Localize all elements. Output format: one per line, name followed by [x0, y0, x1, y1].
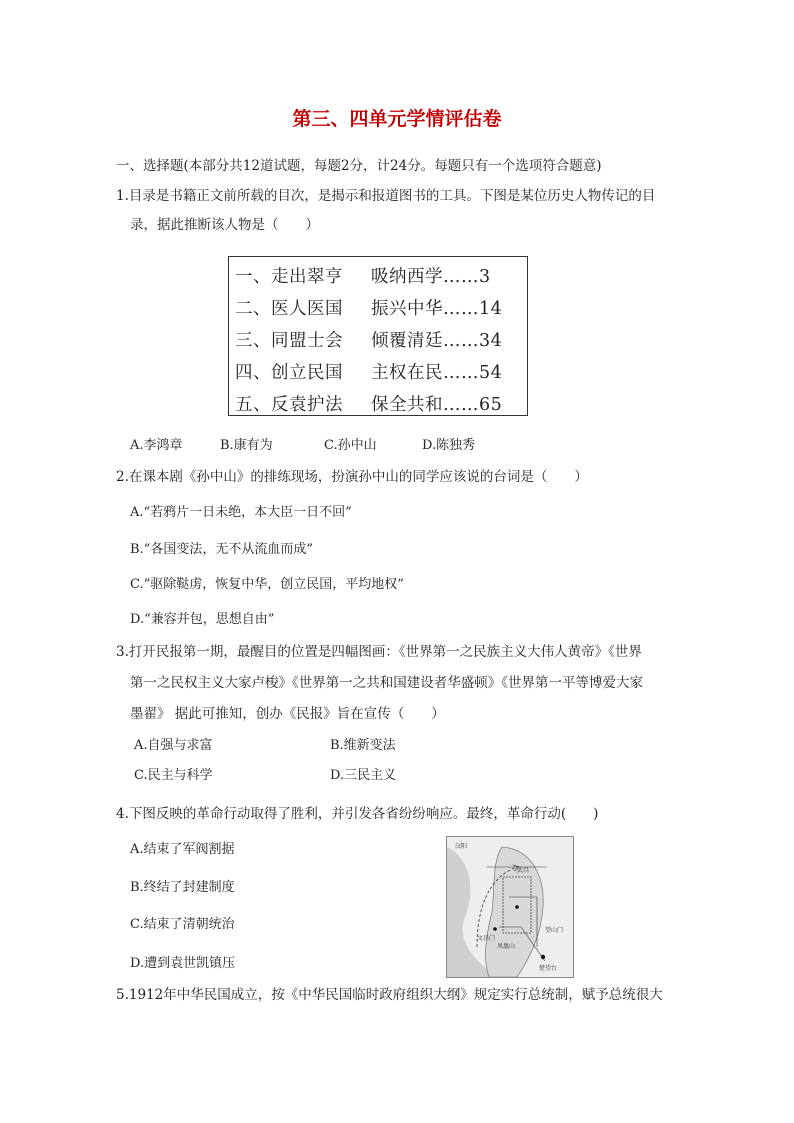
- map-label: 文昌门: [477, 935, 496, 942]
- toc-row: 一、走出翠亨 吸纳西学……3: [235, 267, 491, 287]
- question-4-option-a: A.结束了军阀割据: [130, 842, 235, 857]
- toc-row: 二、医人医国 振兴中华……14: [235, 299, 503, 319]
- map-label: 汉阳: [455, 843, 468, 850]
- question-2-option-c: C.“驱除鞑虏，恢复中华，创立民国，平均地权”: [130, 577, 404, 592]
- question-1-option-a: A.李鸿章: [130, 438, 183, 453]
- question-2-option-d: D.“兼容并包，思想自由”: [130, 612, 275, 627]
- toc-row: 四、创立民国 主权在民……54: [235, 363, 503, 383]
- question-3-line-1: 3.打开民报第一期，最醒目的位置是四幅图画：《世界第一之民族主义大伟人黄帝》《世界: [116, 644, 642, 660]
- question-4-option-c: C.结束了清朝统治: [130, 917, 235, 932]
- toc-row: 三、同盟士会 倾覆清廷……34: [235, 331, 503, 351]
- map-label: 望山门: [545, 927, 564, 934]
- section-intro: 一、选择题(本部分共12道试题，每题2分，计24分。每题只有一个选项符合题意): [116, 158, 602, 174]
- question-1-option-c: C.孙中山: [324, 438, 377, 453]
- question-2-line-1: 2.在课本剧《孙中山》的排练现场，扮演孙中山的同学应该说的台词是（ ）: [116, 469, 588, 485]
- map-label: 武昌: [517, 867, 530, 874]
- question-1-option-d: D.陈独秀: [422, 438, 476, 453]
- question-4-option-b: B.终结了封建制度: [130, 880, 235, 895]
- question-3-option-c: C.民主与科学: [134, 768, 213, 783]
- question-4-line-1: 4.下图反映的革命行动取得了胜利，并引发各省纷纷响应。最终，革命行动( ): [116, 806, 599, 822]
- map-label: 凤凰山: [497, 943, 516, 950]
- question-3-line-2: 第一之民权主义大家卢梭》《世界第一之共和国建设者华盛顿》《世界第一平等博爱大家: [130, 675, 643, 691]
- question-3-option-d: D.三民主义: [330, 768, 397, 783]
- question-1-line-2: 录，据此推断该人物是（ ）: [130, 217, 319, 233]
- page-title: 第三、四单元学情评估卷: [292, 108, 502, 130]
- question-1-line-1: 1.目录是书籍正文前所载的目次，是揭示和报道图书的工具。下图是某位历史人物传记的目: [116, 188, 656, 204]
- map-drawing: [447, 837, 573, 977]
- question-3-line-3: 墨翟》 据此可推知，创办《民报》旨在宣传（ ）: [130, 706, 445, 722]
- toc-table: [228, 256, 528, 416]
- question-5-line-1: 5.1912年中华民国成立，按《中华民国临时政府组织大纲》规定实行总统制，赋予总统很大: [116, 987, 663, 1003]
- question-2-option-b: B.“各国变法，无不从流血而成”: [130, 542, 313, 557]
- map-label: 楚望台: [539, 965, 558, 972]
- question-4-option-d: D.遭到袁世凯镇压: [130, 956, 236, 971]
- question-3-option-a: A.自强与求富: [134, 738, 213, 753]
- question-2-option-a: A.“若鸦片一日未绝，本大臣一日不回”: [130, 505, 352, 520]
- question-1-option-b: B.康有为: [220, 438, 273, 453]
- question-3-option-b: B.维新变法: [330, 738, 396, 753]
- toc-row: 五、反袁护法 保全共和……65: [235, 395, 503, 415]
- wuchang-uprising-map: [446, 836, 574, 978]
